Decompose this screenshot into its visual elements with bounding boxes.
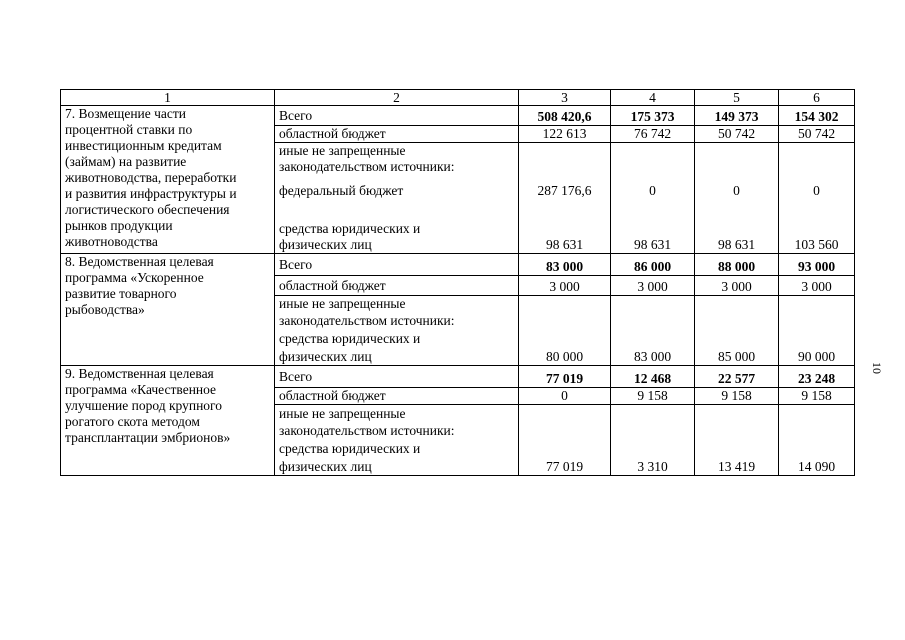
legal-entities-value: 83 000: [611, 296, 695, 366]
regional-budget-value: 3 000: [695, 276, 779, 296]
regional-budget-value: 9 158: [611, 388, 695, 405]
total-value: 175 373: [611, 106, 695, 126]
total-value: 86 000: [611, 254, 695, 276]
regional-budget-value: 50 742: [695, 126, 779, 143]
program-name-line: процентной ставки по: [65, 122, 193, 137]
other-sources-label-cell: [275, 143, 519, 254]
program-name-line: улучшение пород крупного: [65, 398, 222, 413]
legal-entities-label: физических лиц: [279, 237, 372, 252]
program-name-line: рынков продукции: [65, 218, 173, 233]
total-value: 12 468: [611, 366, 695, 388]
program-name-line: (займам) на развитие: [65, 154, 187, 169]
other-sources-label: законодательством источники:: [279, 423, 455, 438]
total-value: 154 302: [779, 106, 855, 126]
table-row: [61, 106, 855, 126]
legal-entities-value: 98 631: [717, 237, 756, 252]
program-name-line: 8. Ведомственная целевая: [65, 254, 214, 269]
header-cell-5: 5: [695, 90, 779, 106]
legal-entities-value: 13 419: [695, 405, 779, 476]
regional-budget-label: областной бюджет: [275, 126, 519, 143]
other-sources-values-cell: [611, 143, 695, 254]
federal-budget-value: 0: [813, 183, 820, 198]
header-cell-4: 4: [611, 90, 695, 106]
legal-entities-value: 103 560: [794, 237, 839, 252]
program-name-cell: [61, 254, 275, 366]
program-name-cell: [61, 106, 275, 254]
program-name-line: и развития инфраструктуры и: [65, 186, 237, 201]
regional-budget-value: 9 158: [695, 388, 779, 405]
regional-budget-value: 122 613: [519, 126, 611, 143]
legal-entities-value: 98 631: [633, 237, 672, 252]
program-name-line: животноводства, переработки: [65, 170, 237, 185]
other-sources-label-cell: [275, 405, 519, 476]
total-label: Всего: [275, 366, 519, 388]
regional-budget-value: 3 000: [519, 276, 611, 296]
other-sources-label: законодательством источники:: [279, 313, 455, 328]
total-value: 88 000: [695, 254, 779, 276]
budget-table: [60, 89, 855, 476]
total-value: 508 420,6: [519, 106, 611, 126]
other-sources-label: иные не запрещенные: [279, 406, 406, 421]
program-name-line: программа «Ускоренное: [65, 270, 204, 285]
legal-entities-value: 98 631: [545, 237, 584, 252]
federal-budget-value: 0: [649, 183, 656, 198]
program-name-line: животноводства: [65, 234, 158, 249]
regional-budget-value: 0: [519, 388, 611, 405]
program-name-line: логистического обеспечения: [65, 202, 230, 217]
program-name-line: 9. Ведомственная целевая: [65, 366, 214, 381]
header-cell-6: 6: [779, 90, 855, 106]
other-sources-label: законодательством источники:: [279, 159, 455, 174]
legal-entities-value: 90 000: [779, 296, 855, 366]
legal-entities-value: 3 310: [611, 405, 695, 476]
federal-budget-label: федеральный бюджет: [279, 183, 404, 198]
federal-budget-value: 0: [733, 183, 740, 198]
other-sources-label-cell: [275, 296, 519, 366]
total-value: 149 373: [695, 106, 779, 126]
total-value: 83 000: [519, 254, 611, 276]
header-cell-2: 2: [275, 90, 519, 106]
other-sources-label: иные не запрещенные: [279, 296, 406, 311]
legal-entities-label: физических лиц: [279, 349, 372, 364]
header-cell-1: 1: [61, 90, 275, 106]
regional-budget-value: 50 742: [779, 126, 855, 143]
other-sources-values-cell: [779, 143, 855, 254]
program-name-line: рыбоводства»: [65, 302, 145, 317]
regional-budget-label: областной бюджет: [275, 388, 519, 405]
other-sources-label: иные не запрещенные: [279, 143, 406, 158]
table-row: [61, 254, 855, 276]
legal-entities-value: 14 090: [779, 405, 855, 476]
legal-entities-label: физических лиц: [279, 459, 372, 474]
program-name-line: трансплантации эмбрионов»: [65, 430, 231, 445]
other-sources-values-cell: [695, 143, 779, 254]
other-sources-values-cell: [519, 143, 611, 254]
regional-budget-value: 76 742: [611, 126, 695, 143]
program-name-line: рогатого скота методом: [65, 414, 200, 429]
program-name-line: развитие товарного: [65, 286, 177, 301]
regional-budget-label: областной бюджет: [275, 276, 519, 296]
page-number: 10: [870, 362, 884, 374]
federal-budget-value: 287 176,6: [537, 183, 592, 198]
total-value: 93 000: [779, 254, 855, 276]
regional-budget-value: 3 000: [611, 276, 695, 296]
total-label: Всего: [275, 254, 519, 276]
regional-budget-value: 3 000: [779, 276, 855, 296]
program-name-line: программа «Качественное: [65, 382, 217, 397]
program-name-cell: [61, 366, 275, 476]
header-cell-3: 3: [519, 90, 611, 106]
legal-entities-label: средства юридических и: [279, 221, 421, 236]
regional-budget-value: 9 158: [779, 388, 855, 405]
header-row: [61, 90, 855, 106]
total-value: 23 248: [779, 366, 855, 388]
total-label: Всего: [275, 106, 519, 126]
program-name-line: инвестиционным кредитам: [65, 138, 222, 153]
legal-entities-value: 77 019: [519, 405, 611, 476]
program-name-line: 7. Возмещение части: [65, 106, 187, 121]
table-row: [61, 366, 855, 388]
legal-entities-label: средства юридических и: [279, 441, 421, 456]
total-value: 22 577: [695, 366, 779, 388]
legal-entities-label: средства юридических и: [279, 331, 421, 346]
legal-entities-value: 80 000: [519, 296, 611, 366]
total-value: 77 019: [519, 366, 611, 388]
legal-entities-value: 85 000: [695, 296, 779, 366]
